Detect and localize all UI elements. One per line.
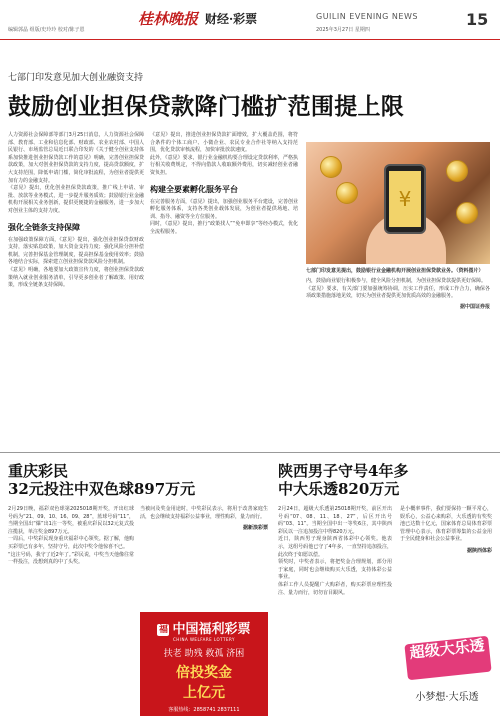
lead-column-2 xyxy=(150,132,298,237)
lead-headline: 鼓励创业担保贷款降门槛扩范围提上限 xyxy=(8,93,405,120)
story-left-byline: 据新浪彩票 xyxy=(242,525,268,532)
photo-caption xyxy=(306,268,490,311)
lead-paragraph: 《意见》明确，各地要加大政策宣传力度，将创业担保贷款政策纳入就业创业服务清单，引导更多创业者了解政策、用好政策，形成全链条支持保障。 xyxy=(8,266,144,289)
story-left-title-2: 32元投注中双色球897万元 xyxy=(8,480,196,498)
coin-icon xyxy=(446,160,468,182)
lead-paragraph: 《意见》提出，推进创业担保贷款扩面增效，扩大覆盖范围，将符合条件的个体工商户、小微企业、农民专业合作社等纳入支持范围，优化贷款审核流程，加快审批放款速度。 xyxy=(150,132,298,154)
story-left-column-1 xyxy=(8,506,134,567)
lead-paragraph: 《意见》要求，有关部门要加强统筹协调，压实工作责任，形成工作合力，确保各项政策措施落地见效，切实为创业者提供更加优质高效的金融服务。 xyxy=(306,285,490,300)
story-paragraph: 领奖时，中奖者表示，将把奖金合理规划，部分用于家庭，同时也会继续购买大乐透，支持体彩公益事业。 xyxy=(278,559,392,581)
ad-promo: 倍投奖金 xyxy=(176,665,232,681)
story-right-column-2 xyxy=(400,506,492,554)
story-right-title-1: 陕西男子守号4年多 xyxy=(278,462,409,480)
coin-icon xyxy=(320,156,342,178)
welfare-lottery-ad xyxy=(140,612,268,716)
super-lotto-badge xyxy=(400,636,494,706)
story-paragraph: 一周后，中奖彩民现身重庆福彩中心领奖。据了解，他购买彩票已有多年，坚持守号，此次中奖令他惊喜不已。 xyxy=(8,536,134,550)
lead-paragraph: 内，鼓励商业银行积极参与，健全风险分担机制，为创业担保贷款提供更好保障。 xyxy=(306,278,487,284)
lead-paragraph: 人力资源社会保障部等部门3月25日消息，人力资源社会保障部、教育部、工业和信息化部、财政部、农业农村部、中国人民银行、市场监管总局近日联合印发的《关于健全创业支持体系加快推进创业担保贷款工作的意见》明确，完善创业担保贷款政策，加大对创业担保贷款的支持力度，提高贷款额度，扩大支持范围，降低申请门槛，简化审批流程，为创业者提供更加有力的金融支持。 xyxy=(8,132,144,184)
story-right-byline: 据陕西体彩 xyxy=(466,547,492,554)
ad-hotline: 客服热线：2858741 2837111 xyxy=(168,707,240,713)
lead-photo xyxy=(306,142,490,264)
section-title: 财经·彩票 xyxy=(205,12,258,26)
story-paragraph: 2月29日晚，福彩双色球第2025018期开奖，开出红球号码为“21、09、10、16、09、28”，蓝球号码“11”，当期全国出“爆”出1注一等奖，被重庆彩民以32元复式投注揽获，单注奖金897万元。 xyxy=(8,506,134,535)
ad-slogan: 扶老 助残 救孤 济困 xyxy=(163,649,245,659)
ad-amount: 上亿元 xyxy=(183,685,225,701)
section-divider xyxy=(0,452,500,453)
lead-column-1 xyxy=(8,132,144,290)
coin-icon xyxy=(336,182,358,204)
coin-icon xyxy=(456,202,478,224)
issue-date: 2025年3月27日 星期四 xyxy=(316,27,370,33)
lead-paragraph: 同时，《意见》提出，推行“政策找人”“免申即享”等经办模式，优化全流程服务。 xyxy=(150,221,298,235)
story-paragraph: 是小概率事件，我们要保持一颗平常心，娱乐心，公益心来购彩，大乐透的有奖奖池已达数十亿元，国家体育总局体育彩票管理中心表示，体育彩票筹集的公益金用于全民健身和社会公益事业。 xyxy=(400,506,492,543)
badge-slogan: 小梦想·大乐透 xyxy=(415,692,479,703)
story-left-column-2 xyxy=(140,506,268,531)
lottery-logo-icon: 福 xyxy=(158,624,168,635)
story-right-title-2: 中大乐透820万元 xyxy=(278,480,400,498)
story-right-column-1 xyxy=(278,506,392,597)
caption-text: 七部门印发意见提出，鼓励银行业金融机构开展创业担保贷款业务。（资料图片） xyxy=(306,268,484,274)
page-header xyxy=(0,0,500,40)
story-paragraph: 近日，陕西男子现身陕西省体彩中心领奖。他表示，这组号码他已守了4年多，一直坚持追加投注，此次终于如愿以偿。 xyxy=(278,536,392,558)
header-editor-note: 编辑郭晶 组版/史玲玲 校对/陈子恩 xyxy=(8,27,85,33)
story-paragraph: 体彩工作人员提醒广大购彩者，购买彩票应理性投注、量力而行，切勿盲目跟风。 xyxy=(278,581,392,596)
paper-name-en: GUILIN EVENING NEWS xyxy=(316,12,418,21)
newspaper-logo: 桂林晚报 xyxy=(138,10,199,28)
page-number: 15 xyxy=(466,10,489,29)
lead-paragraph: 此外，《意见》要求，银行业金融机构要合理设定贷款利率，严格执行相关收费规定，不得向借款人收取额外费用，切实减轻创业者融资负担。 xyxy=(150,154,298,176)
lead-paragraph: 《意见》提出，优化创业担保贷款政策，推广线上申请、审批、放款等业务模式，进一步提升服务质效；鼓励银行业金融机构开展相关业务创新，提供更便捷的金融服务，进一步加大对创业主体的支持力度。 xyxy=(8,185,144,214)
lead-paragraph: 在完善服务方面，《意见》提出，加强创业服务平台建设，完善创业孵化服务体系，支持各类创业载体发展，为创业者提供场地、培训、指导、融资等全方位服务。 xyxy=(150,198,298,220)
lead-subhead: 强化全链条支持保障 xyxy=(8,222,80,232)
story-paragraph: 2月24日，超级大乐透第25018期开奖，前区开出号码“07、08、11、18、27”，后区开出号码“03、11”。当期全国中出一等奖6注，其中陕西彩民以一注追加投注中得820万元。 xyxy=(278,506,392,535)
phone-icon: ¥ xyxy=(384,164,426,234)
lead-byline: 据中国证券报 xyxy=(459,303,490,310)
story-left-title-1: 重庆彩民 xyxy=(8,462,69,480)
story-paragraph: 当被问及奖金用途时，中奖彩民表示，将用于改善家庭生活，也会继续支持福彩公益事业，理性购彩，量力而行。 xyxy=(140,506,268,520)
lead-paragraph: 在加强政策保障方面，《意见》提出，强化创业担保贷款财政支持，落实贴息政策，加大资金支持力度；强化风险分担补偿机制，完善担保基金管理制度，提高担保基金使用效率；鼓励各地结合实际，探索建立创业担保贷款风险分担机制。 xyxy=(8,236,144,266)
lead-kicker: 七部门印发意见加大创业融资支持 xyxy=(8,73,144,83)
badge-title: 超级大乐透 xyxy=(404,636,491,681)
ad-brand xyxy=(140,618,268,637)
ad-brand-en: CHINA WELFARE LOTTERY xyxy=(173,637,235,642)
ad-brand-text: 中国福利彩票 xyxy=(172,622,251,637)
story-paragraph: “这注号码，我守了近2年了。”彩民说，中奖当天他像往常一样投注，没想到真的中了头奖。 xyxy=(8,551,134,566)
lead-subhead: 构建全要素孵化服务平台 xyxy=(150,184,238,194)
